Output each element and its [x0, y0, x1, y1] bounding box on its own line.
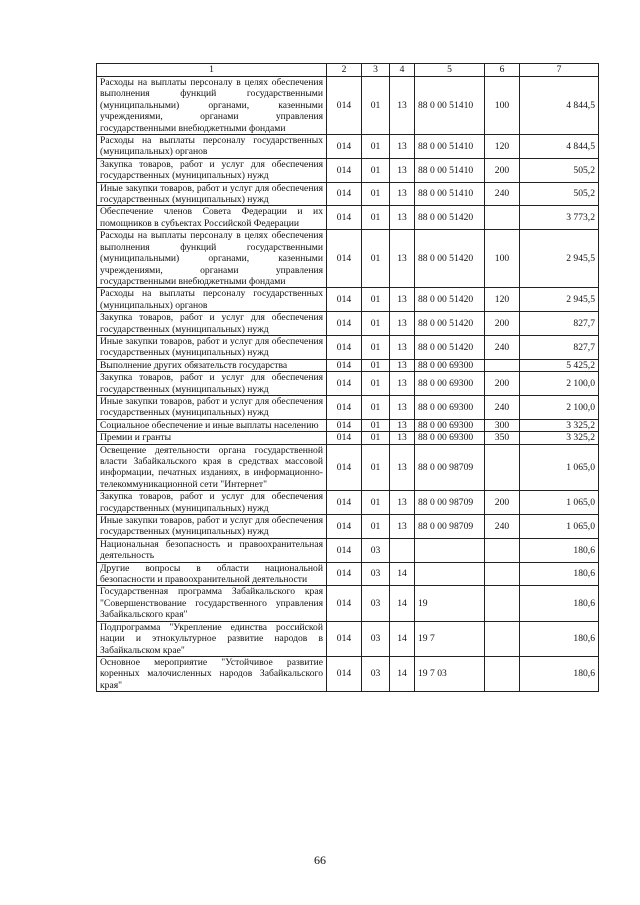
- cell-sum: 5 425,2: [520, 359, 599, 371]
- cell-sum: 2 100,0: [520, 372, 599, 396]
- cell-sum: 3 325,2: [520, 419, 599, 431]
- header-cell-4: 4: [390, 64, 415, 77]
- cell-vr: 200: [485, 491, 520, 515]
- cell-rz: 01: [362, 491, 390, 515]
- cell-vr: [485, 444, 520, 491]
- cell-name: Расходы на выплаты персоналу в целях обеспечения выполнения функций государственными (муниципальными) органами, казенными учреждениями, органами управления государственными внебюджетными фондами: [97, 230, 327, 288]
- table-row: [97, 419, 599, 431]
- cell-vr: [485, 359, 520, 371]
- cell-pr: 14: [390, 656, 415, 691]
- cell-gr: 014: [327, 515, 362, 539]
- cell-gr: 014: [327, 335, 362, 359]
- cell-name: Премии и гранты: [97, 432, 327, 444]
- cell-name: Расходы на выплаты персоналу в целях обеспечения выполнения функций государственными (муниципальными) органами, казенными учреждениями, органами управления государственными внебюджетными фондами: [97, 77, 327, 135]
- table-row: [97, 538, 599, 562]
- cell-sum: 827,7: [520, 335, 599, 359]
- table-row: [97, 586, 599, 621]
- header-cell-3: 3: [362, 64, 390, 77]
- cell-csr: 88 0 00 69300: [415, 359, 485, 371]
- table-header-row: [97, 64, 599, 77]
- cell-gr: 014: [327, 288, 362, 312]
- cell-pr: 13: [390, 491, 415, 515]
- table-row: [97, 621, 599, 656]
- cell-gr: 014: [327, 206, 362, 230]
- cell-gr: 014: [327, 432, 362, 444]
- cell-pr: 13: [390, 419, 415, 431]
- cell-sum: 180,6: [520, 621, 599, 656]
- cell-csr: 88 0 00 51410: [415, 135, 485, 159]
- cell-pr: 13: [390, 135, 415, 159]
- cell-pr: [390, 538, 415, 562]
- cell-pr: 13: [390, 206, 415, 230]
- cell-sum: 180,6: [520, 562, 599, 586]
- cell-pr: 13: [390, 77, 415, 135]
- cell-rz: 01: [362, 515, 390, 539]
- cell-pr: 13: [390, 432, 415, 444]
- table-row: [97, 288, 599, 312]
- cell-csr: 88 0 00 98709: [415, 491, 485, 515]
- cell-vr: 240: [485, 335, 520, 359]
- cell-sum: 1 065,0: [520, 491, 599, 515]
- cell-rz: 01: [362, 432, 390, 444]
- cell-csr: 88 0 00 98709: [415, 515, 485, 539]
- cell-gr: 014: [327, 562, 362, 586]
- cell-rz: 01: [362, 182, 390, 206]
- header-cell-7: 7: [520, 64, 599, 77]
- cell-rz: 03: [362, 621, 390, 656]
- cell-pr: 14: [390, 586, 415, 621]
- cell-sum: 505,2: [520, 158, 599, 182]
- cell-vr: [485, 206, 520, 230]
- cell-name: Национальная безопасность и правоохранительная деятельность: [97, 538, 327, 562]
- cell-rz: 03: [362, 656, 390, 691]
- cell-pr: 13: [390, 335, 415, 359]
- cell-rz: 01: [362, 77, 390, 135]
- table-row: [97, 491, 599, 515]
- cell-vr: 120: [485, 288, 520, 312]
- cell-vr: 300: [485, 419, 520, 431]
- cell-sum: 3 325,2: [520, 432, 599, 444]
- cell-vr: 100: [485, 230, 520, 288]
- cell-name: Выполнение других обязательств государства: [97, 359, 327, 371]
- cell-name: Расходы на выплаты персоналу государственных (муниципальных) органов: [97, 135, 327, 159]
- cell-sum: 2 100,0: [520, 395, 599, 419]
- cell-pr: 13: [390, 288, 415, 312]
- table-row: [97, 372, 599, 396]
- cell-csr: 19 7: [415, 621, 485, 656]
- table-row: [97, 515, 599, 539]
- cell-rz: 01: [362, 359, 390, 371]
- cell-vr: 200: [485, 372, 520, 396]
- cell-csr: 88 0 00 51420: [415, 335, 485, 359]
- cell-vr: 120: [485, 135, 520, 159]
- cell-name: Другие вопросы в области национальной безопасности и правоохранительной деятельности: [97, 562, 327, 586]
- cell-name: Закупка товаров, работ и услуг для обеспечения государственных (муниципальных) нужд: [97, 312, 327, 336]
- cell-gr: 014: [327, 182, 362, 206]
- table-row: [97, 432, 599, 444]
- cell-gr: 014: [327, 372, 362, 396]
- cell-csr: 88 0 00 51410: [415, 182, 485, 206]
- table-row: [97, 656, 599, 691]
- cell-rz: 01: [362, 288, 390, 312]
- cell-vr: 240: [485, 395, 520, 419]
- cell-pr: 13: [390, 182, 415, 206]
- cell-pr: 14: [390, 562, 415, 586]
- table-row: [97, 77, 599, 135]
- cell-vr: 350: [485, 432, 520, 444]
- cell-csr: 88 0 00 98709: [415, 444, 485, 491]
- cell-csr: 88 0 00 51420: [415, 312, 485, 336]
- cell-csr: 88 0 00 51420: [415, 230, 485, 288]
- cell-csr: 88 0 00 51410: [415, 77, 485, 135]
- header-cell-1: 1: [97, 64, 327, 77]
- table-row: [97, 444, 599, 491]
- table-row: [97, 562, 599, 586]
- table-row: [97, 312, 599, 336]
- cell-sum: 2 945,5: [520, 230, 599, 288]
- table-row: [97, 206, 599, 230]
- cell-pr: 13: [390, 158, 415, 182]
- cell-rz: 01: [362, 372, 390, 396]
- table-row: [97, 335, 599, 359]
- cell-csr: 88 0 00 69300: [415, 395, 485, 419]
- cell-name: Закупка товаров, работ и услуг для обеспечения государственных (муниципальных) нужд: [97, 372, 327, 396]
- cell-vr: 200: [485, 158, 520, 182]
- cell-vr: [485, 562, 520, 586]
- cell-csr: [415, 562, 485, 586]
- cell-sum: 180,6: [520, 656, 599, 691]
- cell-sum: 1 065,0: [520, 444, 599, 491]
- header-cell-2: 2: [327, 64, 362, 77]
- cell-name: Освещение деятельности органа государственной власти Забайкальского края в средствах массовой информации, печатных изданиях, в информационно-телекоммуникационной сети "Интернет": [97, 444, 327, 491]
- cell-csr: 88 0 00 69300: [415, 372, 485, 396]
- cell-gr: 014: [327, 230, 362, 288]
- cell-gr: 014: [327, 395, 362, 419]
- table-row: [97, 230, 599, 288]
- cell-vr: 240: [485, 182, 520, 206]
- cell-rz: 01: [362, 230, 390, 288]
- cell-sum: 4 844,5: [520, 135, 599, 159]
- page-number: 66: [314, 853, 326, 867]
- cell-rz: 03: [362, 562, 390, 586]
- cell-sum: 4 844,5: [520, 77, 599, 135]
- table-row: [97, 395, 599, 419]
- cell-gr: 014: [327, 158, 362, 182]
- cell-csr: 88 0 00 69300: [415, 432, 485, 444]
- cell-gr: 014: [327, 444, 362, 491]
- cell-pr: 13: [390, 444, 415, 491]
- cell-sum: 827,7: [520, 312, 599, 336]
- cell-name: Основное мероприятие "Устойчивое развитие коренных малочисленных народов Забайкальского края": [97, 656, 327, 691]
- cell-pr: 14: [390, 621, 415, 656]
- cell-pr: 13: [390, 359, 415, 371]
- cell-rz: 01: [362, 206, 390, 230]
- cell-gr: 014: [327, 312, 362, 336]
- cell-gr: 014: [327, 77, 362, 135]
- cell-csr: 19: [415, 586, 485, 621]
- header-cell-5: 5: [415, 64, 485, 77]
- cell-gr: 014: [327, 135, 362, 159]
- cell-rz: 01: [362, 335, 390, 359]
- cell-csr: 88 0 00 51410: [415, 158, 485, 182]
- cell-gr: 014: [327, 419, 362, 431]
- cell-csr: 88 0 00 69300: [415, 419, 485, 431]
- budget-table: [96, 63, 599, 692]
- cell-vr: 100: [485, 77, 520, 135]
- cell-rz: 01: [362, 312, 390, 336]
- cell-pr: 13: [390, 372, 415, 396]
- cell-csr: 88 0 00 51420: [415, 206, 485, 230]
- cell-vr: 200: [485, 312, 520, 336]
- cell-csr: 88 0 00 51420: [415, 288, 485, 312]
- cell-name: Иные закупки товаров, работ и услуг для обеспечения государственных (муниципальных) нужд: [97, 515, 327, 539]
- cell-name: Закупка товаров, работ и услуг для обеспечения государственных (муниципальных) нужд: [97, 158, 327, 182]
- cell-gr: 014: [327, 538, 362, 562]
- cell-rz: 03: [362, 586, 390, 621]
- header-cell-6: 6: [485, 64, 520, 77]
- cell-pr: 13: [390, 515, 415, 539]
- cell-gr: 014: [327, 656, 362, 691]
- cell-vr: [485, 621, 520, 656]
- cell-rz: 01: [362, 419, 390, 431]
- cell-sum: 3 773,2: [520, 206, 599, 230]
- cell-rz: 01: [362, 444, 390, 491]
- cell-pr: 13: [390, 230, 415, 288]
- cell-name: Иные закупки товаров, работ и услуг для обеспечения государственных (муниципальных) нужд: [97, 182, 327, 206]
- cell-rz: 01: [362, 395, 390, 419]
- cell-sum: 180,6: [520, 586, 599, 621]
- table-row: [97, 135, 599, 159]
- table-row: [97, 182, 599, 206]
- cell-vr: [485, 586, 520, 621]
- cell-name: Подпрограмма "Укрепление единства российской нации и этнокультурное развитие народов в Забайкальском крае": [97, 621, 327, 656]
- cell-vr: [485, 538, 520, 562]
- table-row: [97, 158, 599, 182]
- table-row: [97, 359, 599, 371]
- cell-sum: 2 945,5: [520, 288, 599, 312]
- cell-gr: 014: [327, 359, 362, 371]
- cell-pr: 13: [390, 312, 415, 336]
- cell-gr: 014: [327, 586, 362, 621]
- cell-csr: [415, 538, 485, 562]
- cell-csr: 19 7 03: [415, 656, 485, 691]
- cell-rz: 03: [362, 538, 390, 562]
- cell-name: Расходы на выплаты персоналу государственных (муниципальных) органов: [97, 288, 327, 312]
- cell-gr: 014: [327, 621, 362, 656]
- cell-sum: 1 065,0: [520, 515, 599, 539]
- cell-rz: 01: [362, 135, 390, 159]
- cell-gr: 014: [327, 491, 362, 515]
- cell-name: Государственная программа Забайкальского края "Совершенствование государственного управления Забайкальского края": [97, 586, 327, 621]
- cell-vr: [485, 656, 520, 691]
- cell-name: Обеспечение членов Совета Федерации и их помощников в субъектах Российской Федерации: [97, 206, 327, 230]
- cell-name: Иные закупки товаров, работ и услуг для обеспечения государственных (муниципальных) нужд: [97, 335, 327, 359]
- cell-sum: 505,2: [520, 182, 599, 206]
- cell-vr: 240: [485, 515, 520, 539]
- cell-name: Закупка товаров, работ и услуг для обеспечения государственных (муниципальных) нужд: [97, 491, 327, 515]
- cell-pr: 13: [390, 395, 415, 419]
- cell-sum: 180,6: [520, 538, 599, 562]
- cell-name: Иные закупки товаров, работ и услуг для обеспечения государственных (муниципальных) нужд: [97, 395, 327, 419]
- cell-rz: 01: [362, 158, 390, 182]
- cell-name: Социальное обеспечение и иные выплаты населению: [97, 419, 327, 431]
